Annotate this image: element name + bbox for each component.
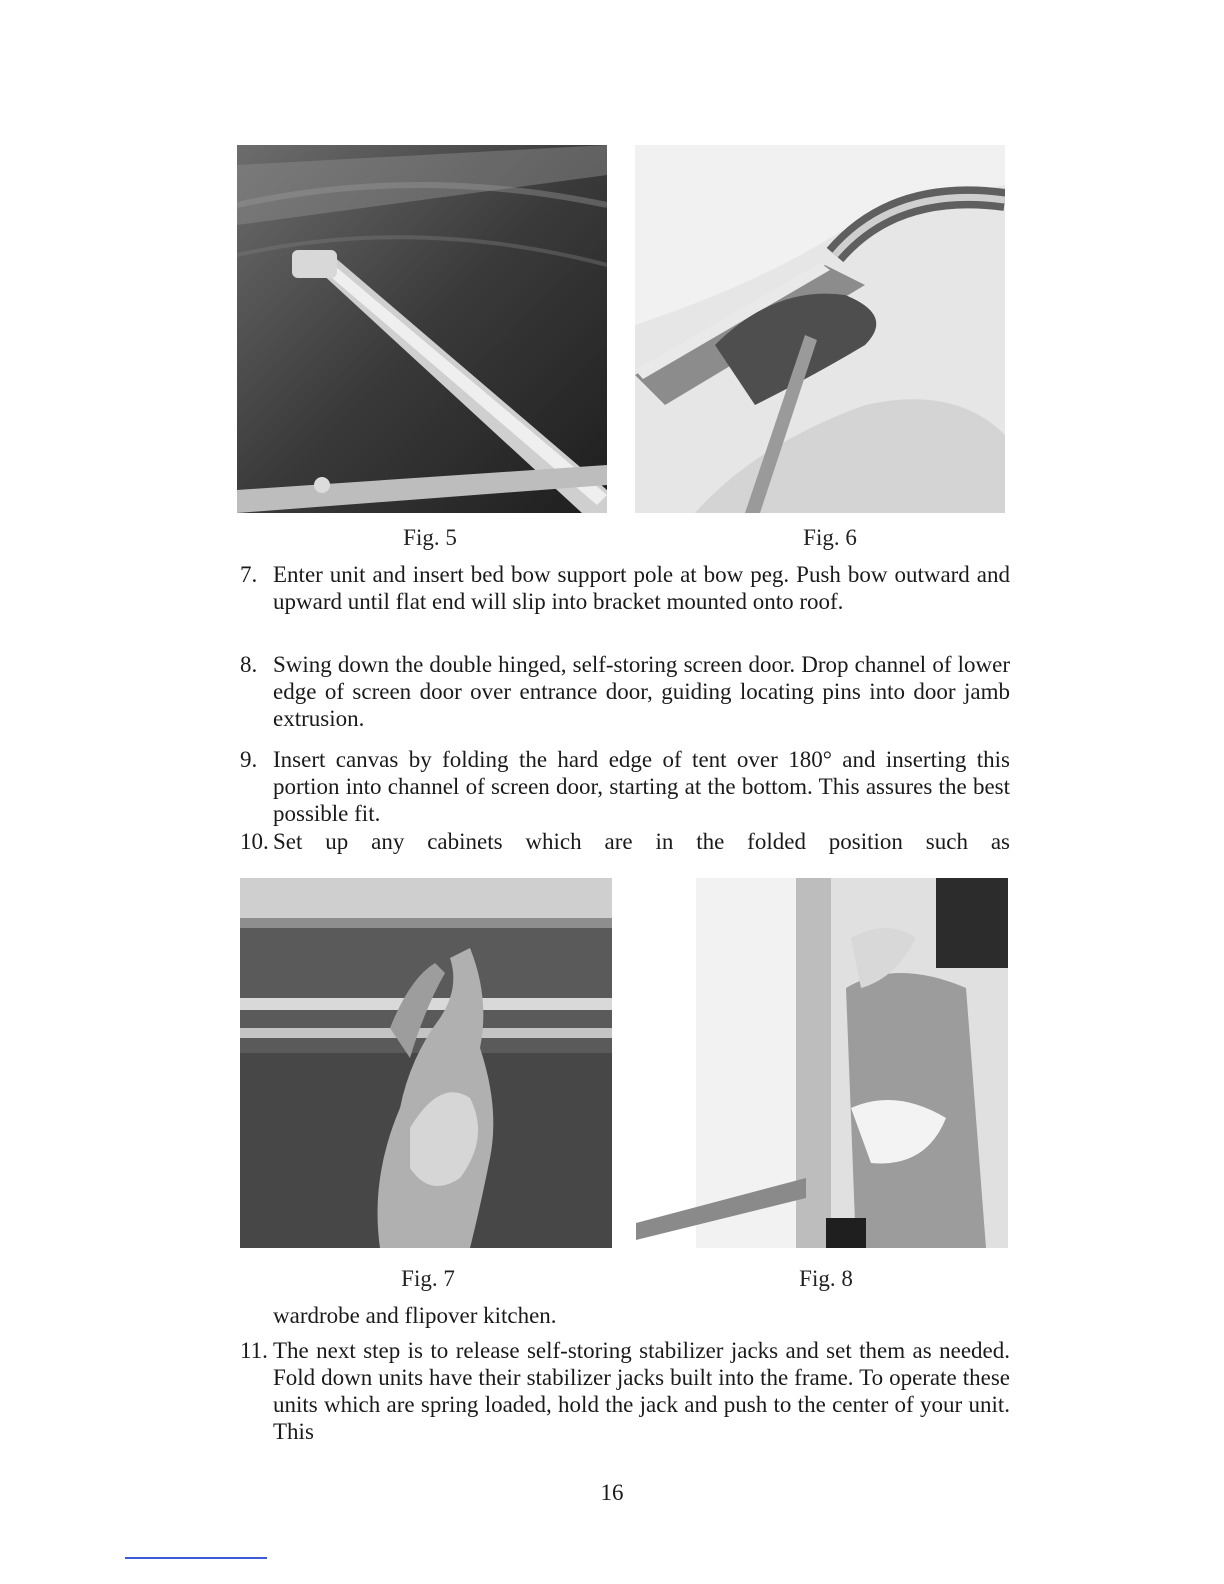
instruction-item: [240, 651, 1010, 732]
instruction-text: Swing down the double hinged, self-storing screen door. Drop channel of lower edge of screen door over entrance door, guiding locating pins into door jamb extrusion.: [273, 652, 1010, 731]
instruction-item: [240, 746, 1010, 827]
instruction-number: 11.: [240, 1338, 268, 1363]
fig7-caption: Fig. 7: [401, 1266, 455, 1291]
fig8-caption: Fig. 8: [799, 1266, 853, 1291]
fig7-photo: [240, 878, 612, 1248]
instruction-text: Set up any cabinets which are in the folded position such as: [273, 829, 1010, 854]
instruction-text: The next step is to release self-storing stabilizer jacks and set them as needed. Fold down units have their stabilizer jacks built into the frame. To operate these units which are spring loaded, hold the jack and push to the center of your unit. This: [273, 1338, 1010, 1444]
instruction-number: 8.: [240, 652, 258, 677]
fig6-photo: [635, 145, 1005, 513]
instruction-number: 7.: [240, 562, 258, 587]
instruction-item: [240, 1337, 1010, 1445]
page-number: 16: [600, 1480, 624, 1505]
instruction-text: Insert canvas by folding the hard edge of tent over 180° and inserting this portion into channel of screen door, starting at the bottom. This assures the best possible fit.: [273, 747, 1010, 826]
fig5-photo: [237, 145, 607, 513]
instruction-item: [240, 828, 1010, 855]
fig6-caption: Fig. 6: [803, 525, 857, 550]
instruction-text: Enter unit and insert bed bow support pole at bow peg. Push bow outward and upward until flat end will slip into bracket mounted onto roof.: [273, 562, 1010, 614]
instruction-number: 10.: [240, 829, 269, 854]
fig8-photo: [636, 878, 1008, 1248]
instruction-number: 9.: [240, 747, 258, 772]
instruction-continuation: wardrobe and flipover kitchen.: [273, 1303, 557, 1328]
instruction-item: [240, 561, 1010, 615]
fig5-caption: Fig. 5: [403, 525, 457, 550]
footer-rule: [125, 1557, 267, 1559]
